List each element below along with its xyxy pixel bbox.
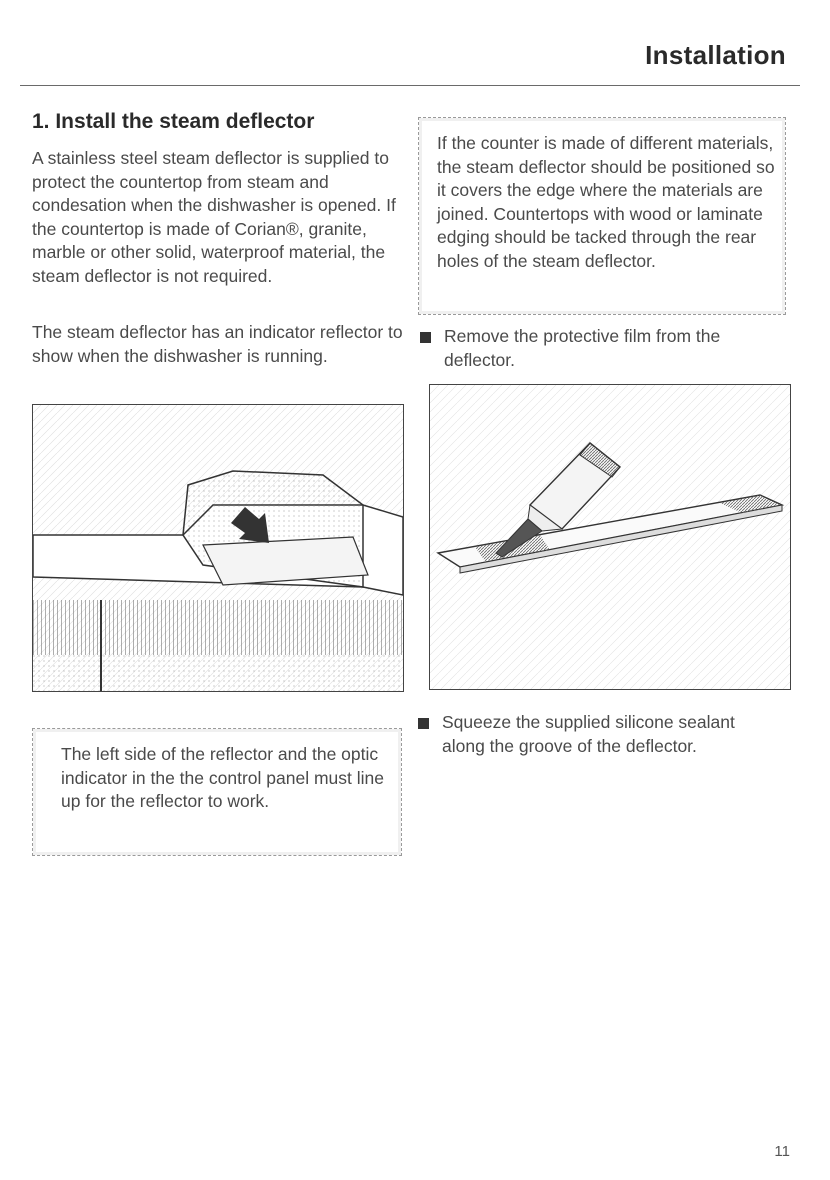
steam-deflector-figure [32,404,404,692]
step-text: Remove the protective film from the deflector. [444,326,721,370]
page-number: 11 [774,1143,790,1160]
page-header-title: Installation [645,40,786,70]
indicator-paragraph: The steam deflector has an indicator reflector to show when the dishwasher is running. [32,322,403,366]
bullet-square-icon [418,718,429,729]
step-remove-film [420,325,780,375]
section-title: 1. Install the steam deflector [32,110,315,133]
header-divider [20,85,800,86]
step-squeeze-sealant [418,711,778,786]
step-text: Squeeze the supplied silicone sealant along the groove of the deflector. [442,712,735,756]
bullet-square-icon [420,332,431,343]
silicone-sealant-figure [429,384,791,690]
intro-paragraph: A stainless steel steam deflector is supplied to protect the countertop from steam and condesation when the dishwasher is opened. If the countertop is made of Corian®, granite, marble or other solid, waterproof material, the steam deflector is not required. [32,148,396,286]
counter-materials-note: If the counter is made of different materials, the steam deflector should be positioned so it covers the edge where the materials are joined. Countertops with wood or laminate edging should be tacked through the rear holes of the steam deflector. [418,117,786,315]
reflector-alignment-note: The left side of the reflector and the optic indicator in the the control panel must line up for the reflector to work. [32,728,402,856]
